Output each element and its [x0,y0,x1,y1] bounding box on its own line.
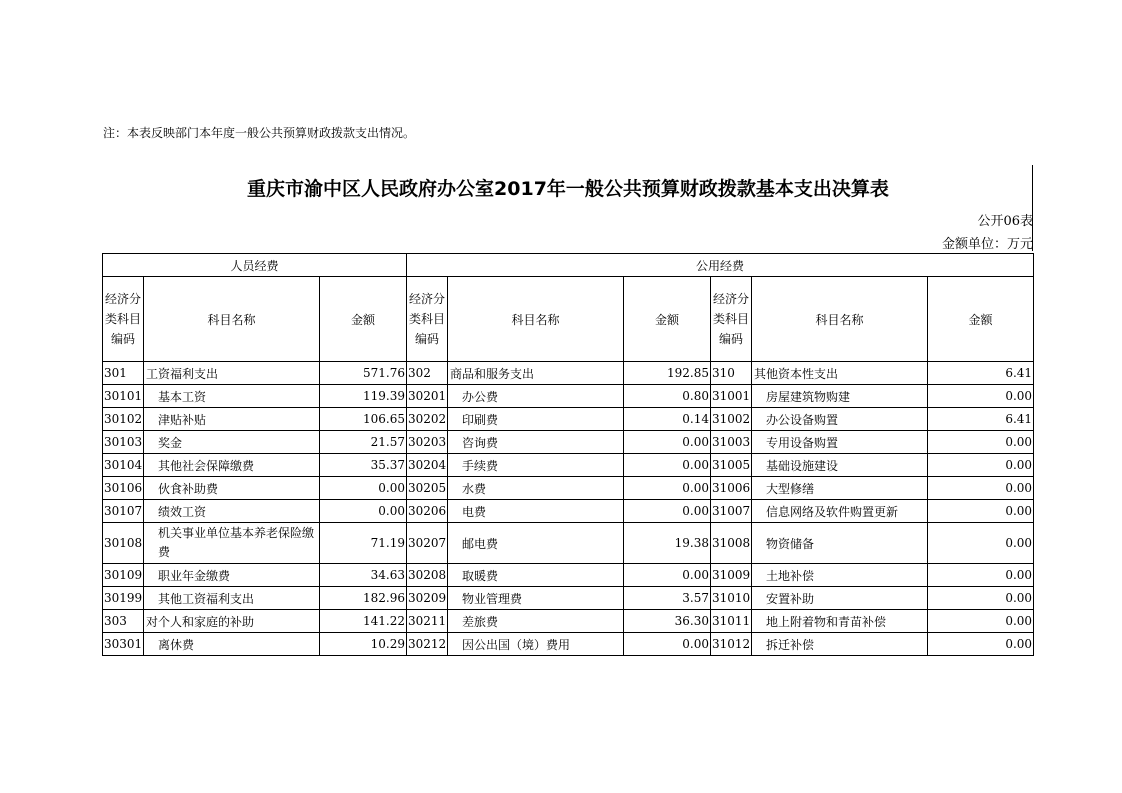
amount-cell: 19.38 [624,523,711,564]
amount-cell: 119.39 [320,385,407,408]
code-cell: 310 [711,362,752,385]
name-cell: 印刷费 [448,408,624,431]
name-cell: 差旅费 [448,610,624,633]
name-cell: 对个人和家庭的补助 [144,610,320,633]
header-code: 经济分类科目编码 [407,277,448,362]
amount-cell: 6.41 [928,362,1034,385]
amount-cell: 0.80 [624,385,711,408]
code-cell: 31002 [711,408,752,431]
code-cell: 31007 [711,500,752,523]
code-cell: 31003 [711,431,752,454]
amount-cell: 182.96 [320,587,407,610]
code-cell: 30199 [103,587,144,610]
table-row [103,587,1034,610]
amount-cell: 0.00 [320,477,407,500]
name-cell: 手续费 [448,454,624,477]
name-cell: 咨询费 [448,431,624,454]
amount-cell: 106.65 [320,408,407,431]
code-cell: 30204 [407,454,448,477]
amount-cell: 0.00 [928,431,1034,454]
name-cell: 因公出国（境）费用 [448,633,624,656]
table-row [103,431,1034,454]
header-name: 科目名称 [752,277,928,362]
code-cell: 303 [103,610,144,633]
amount-cell: 10.29 [320,633,407,656]
amount-cell: 0.00 [928,610,1034,633]
code-cell: 31009 [711,564,752,587]
name-cell: 办公设备购置 [752,408,928,431]
code-cell: 30211 [407,610,448,633]
amount-cell: 0.00 [928,454,1034,477]
name-cell: 大型修缮 [752,477,928,500]
name-cell: 其他工资福利支出 [144,587,320,610]
amount-cell: 3.57 [624,587,711,610]
code-cell: 31010 [711,587,752,610]
code-cell: 30104 [103,454,144,477]
name-cell: 物业管理费 [448,587,624,610]
table-row [103,454,1034,477]
code-cell: 30201 [407,385,448,408]
header-amount: 金额 [320,277,407,362]
amount-cell: 0.00 [928,587,1034,610]
table-row [103,610,1034,633]
name-cell: 土地补偿 [752,564,928,587]
group-header-row [103,254,1034,277]
table-row [103,362,1034,385]
amount-cell: 0.00 [928,477,1034,500]
name-cell: 奖金 [144,431,320,454]
amount-cell: 0.00 [624,431,711,454]
code-cell: 31001 [711,385,752,408]
code-cell: 30109 [103,564,144,587]
code-cell: 30103 [103,431,144,454]
amount-cell: 21.57 [320,431,407,454]
name-cell: 物资储备 [752,523,928,564]
header-code: 经济分类科目编码 [103,277,144,362]
name-cell: 工资福利支出 [144,362,320,385]
table-row [103,523,1034,564]
name-cell: 绩效工资 [144,500,320,523]
name-cell: 安置补助 [752,587,928,610]
code-cell: 30205 [407,477,448,500]
code-cell: 31012 [711,633,752,656]
name-cell: 办公费 [448,385,624,408]
amount-cell: 0.00 [928,564,1034,587]
note-text: 注：本表反映部门本年度一般公共预算财政拨款支出情况。 [103,126,416,140]
header-amount: 金额 [928,277,1034,362]
amount-cell: 0.00 [928,523,1034,564]
table-row [103,408,1034,431]
name-cell: 离休费 [144,633,320,656]
name-cell: 房屋建筑物购建 [752,385,928,408]
name-cell: 地上附着物和青苗补偿 [752,610,928,633]
amount-cell: 0.00 [928,385,1034,408]
amount-cell: 0.00 [624,500,711,523]
table-number: 公开06表 [977,214,1033,229]
amount-cell: 0.00 [624,633,711,656]
amount-cell: 0.00 [624,454,711,477]
amount-cell: 0.00 [624,477,711,500]
name-cell: 其他资本性支出 [752,362,928,385]
code-cell: 30108 [103,523,144,564]
amount-cell: 0.00 [928,500,1034,523]
table-row [103,385,1034,408]
name-cell: 拆迁补偿 [752,633,928,656]
table-row [103,564,1034,587]
header-name: 科目名称 [144,277,320,362]
code-cell: 31005 [711,454,752,477]
name-cell: 商品和服务支出 [448,362,624,385]
name-cell: 邮电费 [448,523,624,564]
expenditure-table [102,253,1034,656]
header-amount: 金额 [624,277,711,362]
name-cell: 其他社会保障缴费 [144,454,320,477]
code-cell: 30212 [407,633,448,656]
name-cell: 津贴补贴 [144,408,320,431]
header-name: 科目名称 [448,277,624,362]
name-cell: 机关事业单位基本养老保险缴费 [144,523,320,564]
group-personnel: 人员经费 [103,254,407,277]
name-cell: 专用设备购置 [752,431,928,454]
amount-cell: 34.63 [320,564,407,587]
group-public: 公用经费 [407,254,1034,277]
amount-cell: 0.14 [624,408,711,431]
amount-cell: 71.19 [320,523,407,564]
code-cell: 31011 [711,610,752,633]
table-row [103,500,1034,523]
code-cell: 30209 [407,587,448,610]
amount-cell: 571.76 [320,362,407,385]
name-cell: 电费 [448,500,624,523]
amount-cell: 141.22 [320,610,407,633]
code-cell: 30202 [407,408,448,431]
amount-cell: 36.30 [624,610,711,633]
code-cell: 30101 [103,385,144,408]
name-cell: 取暖费 [448,564,624,587]
code-cell: 301 [103,362,144,385]
code-cell: 30208 [407,564,448,587]
name-cell: 伙食补助费 [144,477,320,500]
code-cell: 30106 [103,477,144,500]
table-row [103,477,1034,500]
name-cell: 基础设施建设 [752,454,928,477]
header-code: 经济分类科目编码 [711,277,752,362]
code-cell: 302 [407,362,448,385]
amount-cell: 0.00 [320,500,407,523]
amount-cell: 35.37 [320,454,407,477]
name-cell: 职业年金缴费 [144,564,320,587]
code-cell: 30102 [103,408,144,431]
table-row [103,633,1034,656]
code-cell: 30206 [407,500,448,523]
code-cell: 30203 [407,431,448,454]
page-title: 重庆市渝中区人民政府办公室2017年一般公共预算财政拨款基本支出决算表 [247,178,889,200]
amount-cell: 6.41 [928,408,1034,431]
code-cell: 31008 [711,523,752,564]
amount-cell: 0.00 [928,633,1034,656]
name-cell: 基本工资 [144,385,320,408]
code-cell: 30107 [103,500,144,523]
name-cell: 信息网络及软件购置更新 [752,500,928,523]
amount-unit: 金额单位：万元 [941,237,1033,252]
code-cell: 30207 [407,523,448,564]
column-header-row [103,277,1034,362]
code-cell: 31006 [711,477,752,500]
amount-cell: 0.00 [624,564,711,587]
amount-cell: 192.85 [624,362,711,385]
code-cell: 30301 [103,633,144,656]
name-cell: 水费 [448,477,624,500]
